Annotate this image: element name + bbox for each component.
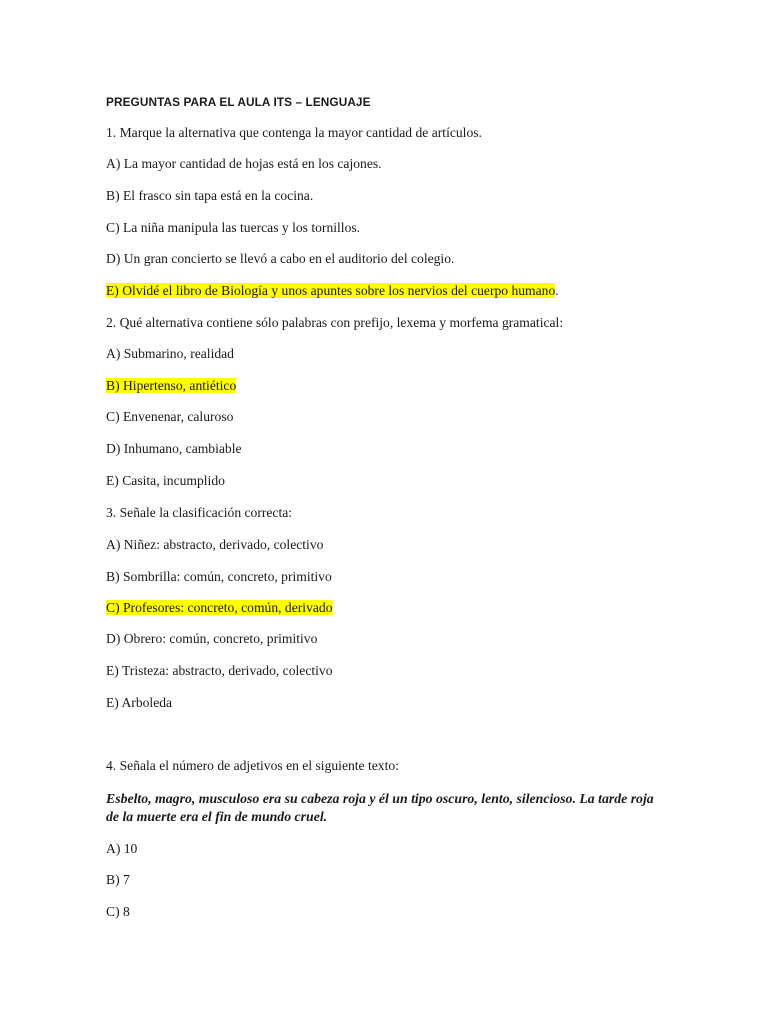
q1-option-e-period: .	[555, 283, 559, 298]
q2-option-b	[106, 378, 236, 394]
q2-option-e: E) Casita, incumplido	[106, 473, 225, 488]
q4-option-c: C) 8	[106, 904, 130, 919]
q1-option-b: B) El frasco sin tapa está en la cocina.	[106, 188, 314, 203]
q3-option-e-extra: E) Arboleda	[106, 695, 173, 710]
q1-option-e-highlighted-answer: E) Olvidé el libro de Biología y unos apuntes sobre los nervios del cuerpo humano	[106, 283, 556, 298]
q2-option-d: D) Inhumano, cambiable	[106, 441, 242, 456]
question-2: 2. Qué alternativa contiene sólo palabras con prefijo, lexema y morfema gramatical:	[106, 315, 564, 330]
q3-option-c-highlighted-answer: C) Profesores: concreto, común, derivado	[106, 600, 333, 615]
q2-option-a: A) Submarino, realidad	[106, 346, 234, 361]
q1-option-d: D) Un gran concierto se llevó a cabo en el auditorio del colegio.	[106, 251, 455, 266]
q2-option-b-highlighted-answer: B) Hipertenso, antiético	[106, 378, 237, 393]
question-3: 3. Señale la clasificación correcta:	[106, 505, 293, 520]
q2-option-c: C) Envenenar, caluroso	[106, 409, 234, 424]
q4-text-passage: Esbelto, magro, musculoso era su cabeza roja y él un tipo oscuro, lento, silencioso. La tarde roja de la muerte era el fin de mundo cruel.	[106, 791, 654, 824]
q3-option-c	[106, 600, 333, 616]
q4-option-b: B) 7	[106, 872, 130, 887]
q1-option-a: A) La mayor cantidad de hojas está en los cajones.	[106, 156, 382, 171]
q3-option-d: D) Obrero: común, concreto, primitivo	[106, 631, 318, 646]
q1-option-c: C) La niña manipula las tuercas y los tornillos.	[106, 220, 361, 235]
q1-option-e	[106, 283, 559, 299]
q4-option-a: A) 10	[106, 841, 138, 856]
document-title: PREGUNTAS PARA EL AULA ITS – LENGUAJE	[106, 95, 371, 109]
question-1: 1. Marque la alternativa que contenga la mayor cantidad de artículos.	[106, 125, 482, 140]
q3-option-b: B) Sombrilla: común, concreto, primitivo	[106, 569, 332, 584]
q3-option-a: A) Niñez: abstracto, derivado, colectivo	[106, 537, 324, 552]
question-4: 4. Señala el número de adjetivos en el siguiente texto:	[106, 758, 399, 773]
q3-option-e: E) Tristeza: abstracto, derivado, colectivo	[106, 663, 333, 678]
